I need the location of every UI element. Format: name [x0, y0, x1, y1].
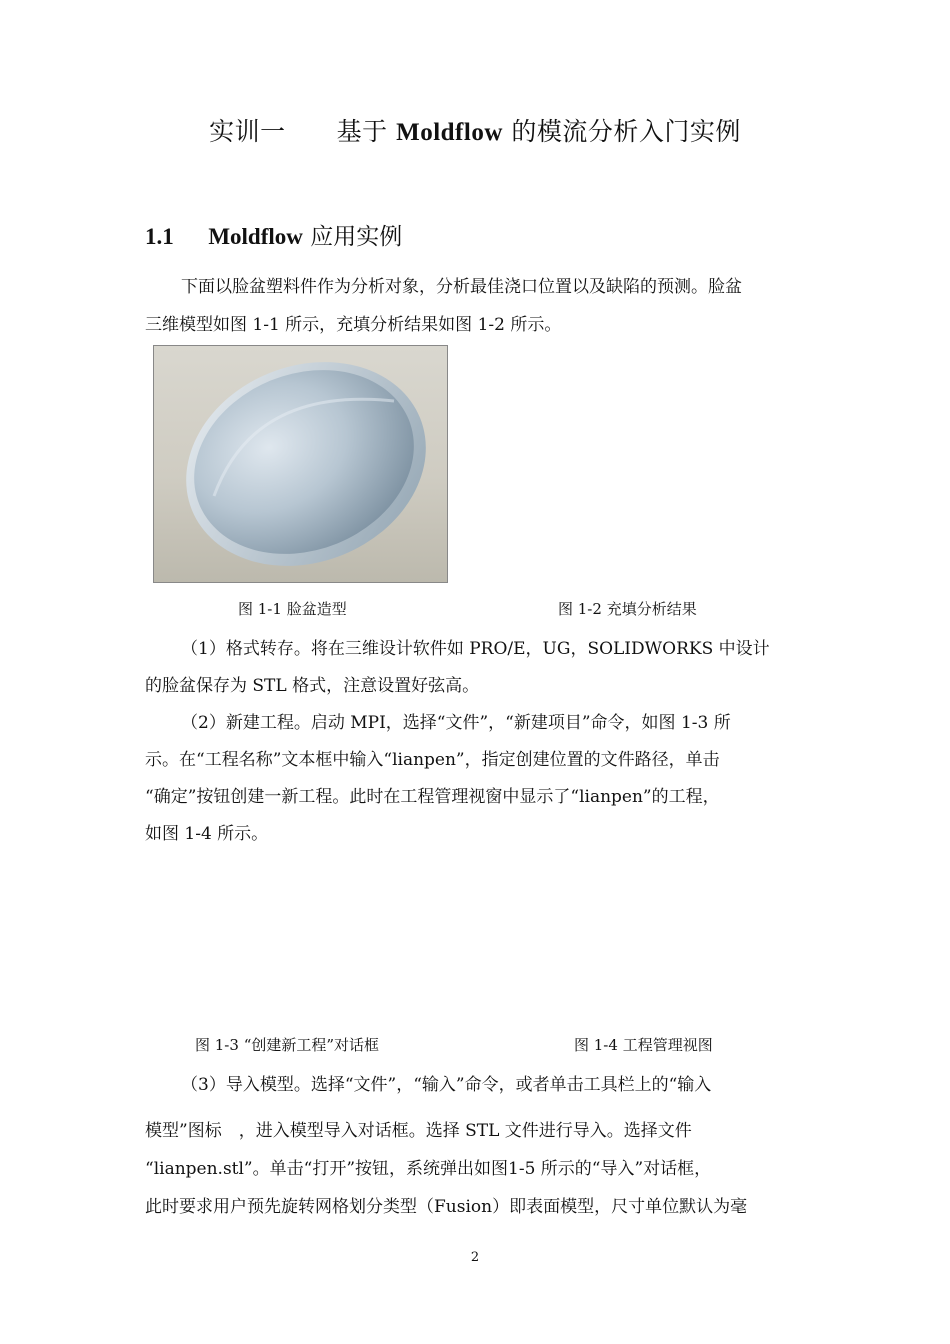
page-number: 2: [470, 1250, 480, 1265]
step2-line-3: “确定”按钮创建一新工程。此时在工程管理视窗中显示了“lianpen”的工程，: [145, 787, 720, 807]
step3-line-4: 此时要求用户预先旋转网格划分类型（Fusion）即表面模型，尺寸单位默认为毫: [145, 1197, 748, 1217]
step3-line-1: （3）导入模型。选择“文件”，“输入”命令，或者单击工具栏上的“输入: [181, 1075, 712, 1095]
section-number: 1.1: [145, 224, 174, 249]
document-title: [0, 112, 950, 148]
step3-line-2: 模型”图标 ，进入模型导入对话框。选择 STL 文件进行导入。选择文件: [145, 1121, 692, 1141]
caption-figure-1-1: 图 1-1 脸盆造型: [238, 600, 347, 618]
section-heading: [145, 218, 402, 251]
title-bold: Moldflow: [396, 119, 503, 146]
step1-line-2: 的脸盆保存为 STL 格式，注意设置好弦高。: [145, 676, 480, 696]
intro-line-2: 三维模型如图 1-1 所示，充填分析结果如图 1-2 所示。: [145, 315, 562, 335]
intro-line-1: 下面以脸盆塑料件作为分析对象，分析最佳浇口位置以及缺陷的预测。脸盆: [181, 277, 742, 297]
step2-line-1: （2）新建工程。启动 MPI，选择“文件”，“新建项目”命令，如图 1-3 所: [181, 713, 731, 733]
basin-render: [154, 346, 447, 582]
title-prefix: 实训一 基于: [209, 117, 388, 146]
step1-line-1: （1）格式转存。将在三维设计软件如 PRO/E，UG，SOLIDWORKS 中设计: [181, 639, 770, 659]
caption-figure-1-2: 图 1-2 充填分析结果: [558, 600, 697, 618]
caption-figure-1-3: 图 1-3 “创建新工程”对话框: [195, 1036, 380, 1054]
caption-figure-1-4: 图 1-4 工程管理视图: [574, 1036, 713, 1054]
title-suffix: 的模流分析入门实例: [511, 117, 741, 146]
step2-line-2: 示。在“工程名称”文本框中输入“lianpen”，指定创建位置的文件路径，单击: [145, 750, 720, 770]
section-bold: Moldflow: [208, 224, 303, 249]
step2-line-4: 如图 1-4 所示。: [145, 824, 269, 844]
section-text: 应用实例: [310, 224, 403, 250]
figure-1-1-image: [153, 345, 448, 583]
step3-line-3: “lianpen.stl”。单击“打开”按钮，系统弹出如图1-5 所示的“导入”对话框，: [145, 1159, 712, 1179]
